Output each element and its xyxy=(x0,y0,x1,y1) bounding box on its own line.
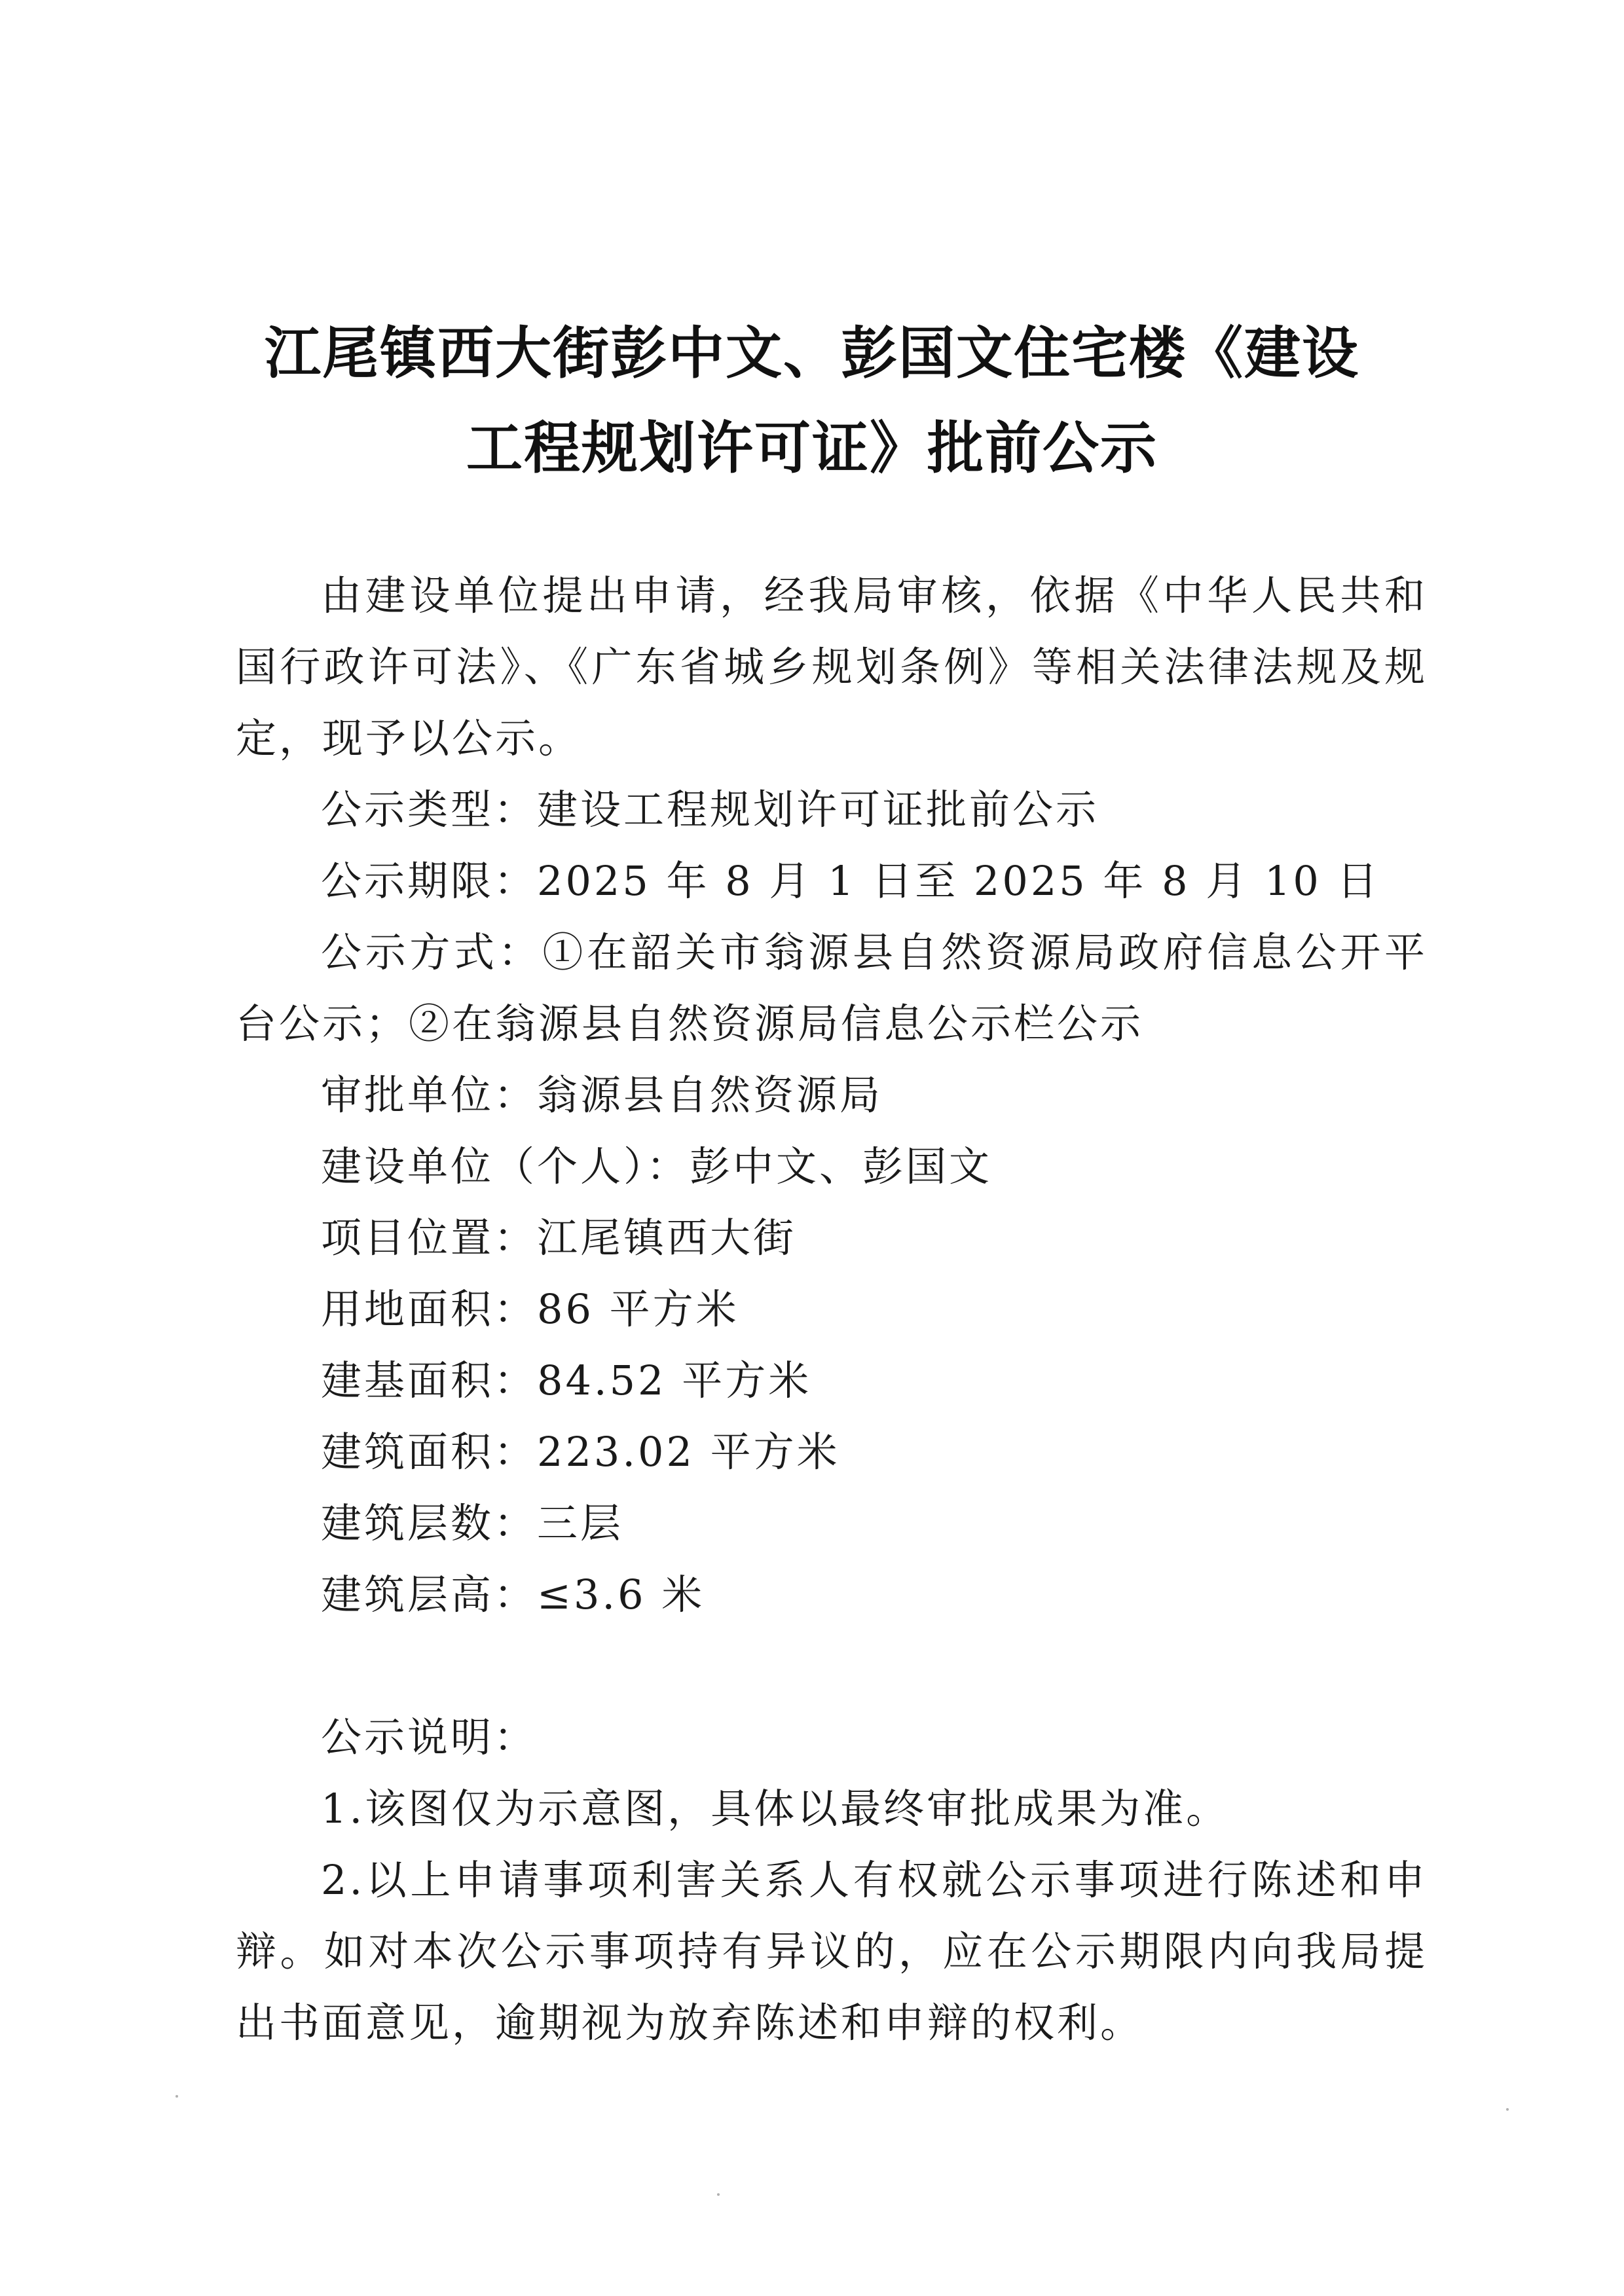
notes-heading: 公示说明： xyxy=(321,1713,538,1761)
note-item-2: 2.以上申请事项利害关系人有权就公示事项进行陈述和申辩。如对本次公示事项持有异议的，应在公示期限内向我局提出书面意见，逾期视为放弃陈述和申辩的权利。 xyxy=(236,1856,1428,2047)
intro-paragraph: 由建设单位提出申请，经我局审核，依据《中华人民共和国行政许可法》、《广东省城乡规划条例》等相关法律法规及规定，现予以公示。 xyxy=(236,572,1428,762)
section-spacer xyxy=(236,1630,1428,1702)
building-area: 建筑面积：223.02 平方米 xyxy=(321,1428,840,1476)
construction-unit: 建设单位（个人）：彭中文、彭国文 xyxy=(321,1142,993,1190)
scan-speck xyxy=(175,2095,178,2098)
scan-speck xyxy=(717,2193,720,2196)
document-body xyxy=(236,560,1428,2058)
note-item-1: 1.该图仅为示意图，具体以最终审批成果为准。 xyxy=(321,1785,1230,1832)
approval-unit: 审批单位：翁源县自然资源局 xyxy=(321,1071,883,1119)
document-title-line-2: 工程规划许可证》批前公示 xyxy=(466,415,1158,481)
land-area: 用地面积：86 平方米 xyxy=(321,1285,739,1333)
notice-period: 公示期限：2025 年 8 月 1 日至 2025 年 8 月 10 日 xyxy=(321,857,1380,905)
document-title-line-1: 江尾镇西大街彭中文、彭国文住宅楼《建设 xyxy=(265,320,1359,386)
project-location: 项目位置：江尾镇西大街 xyxy=(321,1214,797,1262)
base-area: 建基面积：84.52 平方米 xyxy=(321,1357,812,1404)
scan-speck xyxy=(1506,2108,1509,2111)
floor-height: 建筑层高：≤3.6 米 xyxy=(321,1571,705,1618)
notice-method: 公示方式：①在韶关市翁源县自然资源局政府信息公开平台公示；②在翁源县自然资源局信息公示栏公示 xyxy=(236,928,1428,1048)
notice-type: 公示类型：建设工程规划许可证批前公示 xyxy=(321,786,1099,833)
building-floors: 建筑层数：三层 xyxy=(321,1499,624,1547)
